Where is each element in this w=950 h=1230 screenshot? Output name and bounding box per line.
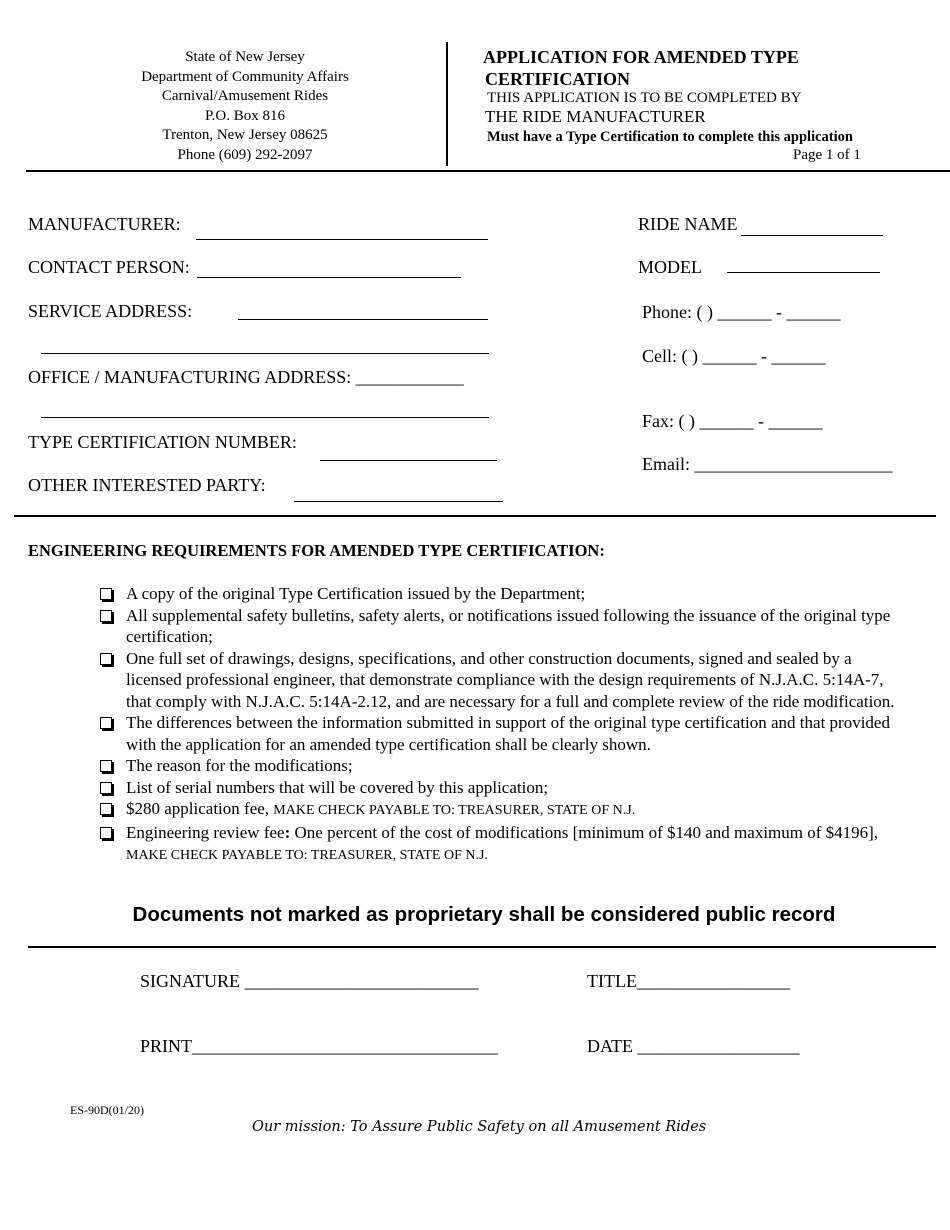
requirement-item	[98, 755, 903, 777]
checkbox[interactable]	[100, 803, 112, 815]
requirement-text: One full set of drawings, designs, specifications, and other construction documents, signed and sealed by a licensed professional engineer, that demonstrate compliance with the design requirements of N.J.A.C. 5:14A-7, that comply with N.J.A.C. 5:14A-2.12, and are necessary for a full and complete review of the ride modification.	[126, 648, 895, 711]
office-address-label[interactable]: OFFICE / MANUFACTURING ADDRESS: ____________	[28, 367, 464, 387]
signature-field[interactable]: SIGNATURE __________________________	[140, 971, 479, 991]
ride-name-label: RIDE NAME	[638, 214, 738, 234]
agency-line: Department of Community Affairs	[141, 68, 349, 85]
model-label: MODEL	[638, 257, 702, 277]
agency-line: P.O. Box 816	[204, 107, 286, 124]
page-indicator: Page 1 of 1	[793, 147, 861, 163]
checkbox[interactable]	[100, 782, 112, 794]
agency-line: State of New Jersey	[185, 49, 305, 65]
requirement-item	[98, 583, 903, 605]
agency-line: Trenton, New Jersey 08625	[162, 127, 328, 144]
title-field[interactable]: TITLE_________________	[587, 971, 790, 991]
requirements-list	[98, 583, 903, 867]
checkbox[interactable]	[100, 610, 112, 622]
ride-name-field[interactable]	[741, 235, 883, 236]
other-party-label: OTHER INTERESTED PARTY:	[28, 475, 266, 495]
print-name-field[interactable]: PRINT__________________________________	[140, 1036, 499, 1056]
form-title-line2: CERTIFICATION	[485, 69, 631, 89]
office-address-field-line2[interactable]	[41, 417, 489, 418]
requirement-text: The reason for the modifications;	[126, 756, 353, 775]
checkbox[interactable]	[100, 827, 112, 839]
checkbox[interactable]	[100, 717, 112, 729]
email-field[interactable]: Email: ______________________	[642, 454, 893, 474]
requirement-text: A copy of the original Type Certification issued by the Department;	[126, 584, 586, 603]
agency-line: Carnival/Amusement Rides	[161, 88, 329, 105]
requirement-item	[98, 798, 903, 822]
payable-note: MAKE CHECK PAYABLE TO: TREASURER, STATE OF N.J.	[126, 848, 488, 863]
instruction-line1: THIS APPLICATION IS TO BE COMPLETED BY	[487, 90, 802, 106]
requirement-text: The differences between the information submitted in support of the original type certification and that provided with the application for an amended type certification shall be clearly shown.	[126, 713, 890, 754]
requirement-item	[98, 777, 903, 799]
public-record-notice: Documents not marked as proprietary shall be considered public record	[132, 903, 836, 926]
requirement-item	[98, 822, 903, 867]
other-party-field[interactable]	[294, 501, 503, 502]
type-cert-number-label: TYPE CERTIFICATION NUMBER:	[28, 432, 297, 452]
requirement-item	[98, 648, 903, 713]
type-cert-number-field[interactable]	[320, 460, 497, 461]
requirement-colon: :	[284, 822, 291, 842]
service-address-field[interactable]	[238, 319, 488, 320]
form-title-line1: APPLICATION FOR AMENDED TYPE	[483, 47, 799, 67]
contact-person-label: CONTACT PERSON:	[28, 257, 190, 277]
instruction-line2: THE RIDE MANUFACTURER	[485, 107, 706, 126]
fax-field[interactable]: Fax: ( ) ______ - ______	[642, 411, 823, 431]
contact-person-field[interactable]	[197, 277, 461, 278]
requirement-text: One percent of the cost of modifications [minimum of $140 and maximum of $4196],	[290, 822, 879, 842]
checkbox[interactable]	[100, 588, 112, 600]
requirement-text: List of serial numbers that will be covered by this application;	[126, 777, 549, 797]
service-address-label: SERVICE ADDRESS:	[28, 301, 193, 321]
manufacturer-label: MANUFACTURER:	[28, 214, 181, 234]
form-number: ES-90D(01/20)	[70, 1103, 144, 1117]
section-rule	[14, 515, 936, 517]
requirement-text: All supplemental safety bulletins, safety alerts, or notifications issued following the issuance of the original type certification;	[126, 605, 891, 646]
signature-rule	[28, 946, 936, 948]
requirement-text: Engineering review fee	[126, 822, 285, 842]
agency-line: Phone (609) 292-2097	[177, 146, 313, 163]
requirements-heading: ENGINEERING REQUIREMENTS FOR AMENDED TYPE CERTIFICATION:	[28, 541, 605, 560]
manufacturer-field[interactable]	[196, 239, 488, 240]
requirement-item	[98, 605, 903, 648]
date-field[interactable]: DATE __________________	[587, 1036, 800, 1056]
requirement-text: $280 application fee,	[126, 799, 274, 818]
cell-field[interactable]: Cell: ( ) ______ - ______	[642, 346, 826, 366]
header-divider	[446, 42, 448, 166]
phone-field[interactable]: Phone: ( ) ______ - ______	[642, 302, 841, 322]
requirement-item	[98, 712, 903, 755]
checkbox[interactable]	[100, 653, 112, 665]
service-address-field-line2[interactable]	[41, 353, 489, 354]
payable-note: MAKE CHECK PAYABLE TO: TREASURER, STATE OF N.J.	[273, 803, 636, 818]
agency-address-block	[25, 48, 465, 166]
requirement-note: Must have a Type Certification to complete this application	[487, 129, 853, 145]
model-field[interactable]	[727, 272, 880, 273]
checkbox[interactable]	[100, 760, 112, 772]
header-rule	[26, 170, 950, 172]
mission-statement: Our mission: To Assure Public Safety on all Amusement Rides	[252, 1119, 707, 1135]
